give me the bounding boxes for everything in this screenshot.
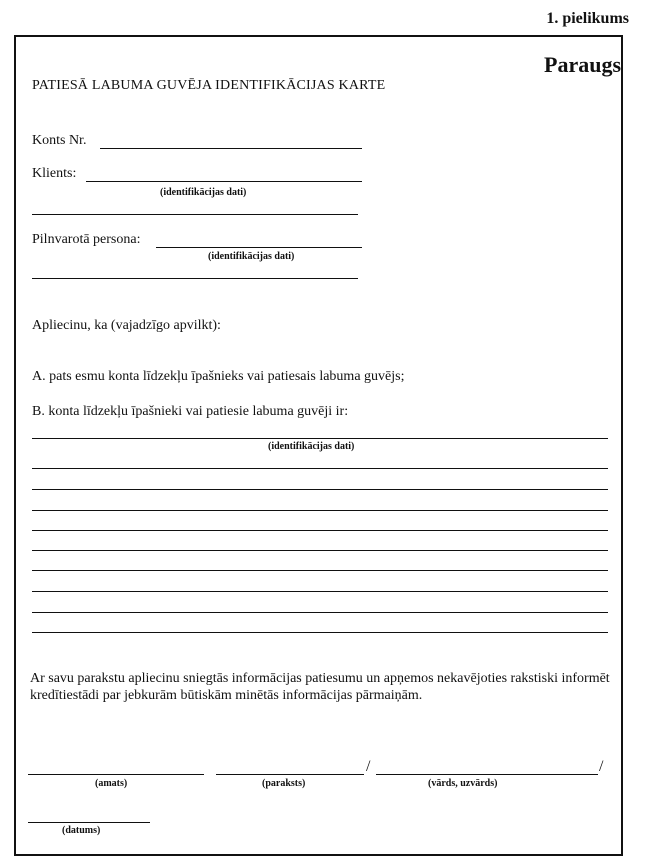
separator-slash: / [366, 758, 371, 775]
beneficiary-line[interactable] [32, 530, 608, 531]
beneficiary-line[interactable] [32, 591, 608, 592]
client-label: Klients: [32, 166, 77, 181]
signature-field[interactable] [216, 774, 364, 775]
signature-label: (paraksts) [262, 778, 306, 789]
option-a[interactable]: A. pats esmu konta līdzekļu īpašnieks vai patiesais labuma guvējs; [32, 369, 405, 384]
name-label: (vārds, uzvārds) [428, 778, 498, 789]
position-label: (amats) [95, 778, 128, 789]
client-field[interactable] [86, 181, 362, 182]
date-field[interactable] [28, 822, 150, 823]
beneficiary-line[interactable] [32, 468, 608, 469]
date-label: (datums) [62, 825, 101, 836]
authorized-person-field[interactable] [156, 247, 362, 248]
beneficiary-line[interactable] [32, 510, 608, 511]
client-field-2[interactable] [32, 214, 358, 215]
beneficiary-line[interactable] [32, 550, 608, 551]
position-field[interactable] [28, 774, 204, 775]
beneficiary-line[interactable] [32, 489, 608, 490]
option-b[interactable]: B. konta līdzekļu īpašnieki vai patiesie labuma guvēji ir: [32, 404, 349, 419]
account-label: Konts Nr. [32, 133, 87, 148]
annex-label: 1. pielikums [546, 10, 629, 27]
certify-text: Apliecinu, ka (vajadzīgo apvilkt): [32, 318, 221, 333]
beneficiary-line[interactable] [32, 612, 608, 613]
separator-slash: / [599, 758, 604, 775]
sample-label: Paraugs [544, 52, 621, 77]
authorized-person-field-2[interactable] [32, 278, 358, 279]
client-id-hint: (identifikācijas dati) [160, 187, 247, 198]
authorized-person-label: Pilnvarotā persona: [32, 232, 141, 247]
declaration-text: Ar savu parakstu apliecinu sniegtās informācijas patiesumu un apņemos nekavējoties rakstiski informēt kredītiestādi par jebkurām būtiskām minētās informācijas pārmaiņām. [30, 671, 610, 703]
beneficiary-line[interactable] [32, 438, 608, 439]
account-field[interactable] [100, 148, 362, 149]
beneficiary-line[interactable] [32, 570, 608, 571]
name-field[interactable] [376, 774, 598, 775]
authorized-id-hint: (identifikācijas dati) [208, 251, 295, 262]
form-title: PATIESĀ LABUMA GUVĒJA IDENTIFIKĀCIJAS KARTE [32, 78, 386, 93]
beneficiary-id-hint: (identifikācijas dati) [268, 441, 355, 452]
beneficiary-line[interactable] [32, 632, 608, 633]
